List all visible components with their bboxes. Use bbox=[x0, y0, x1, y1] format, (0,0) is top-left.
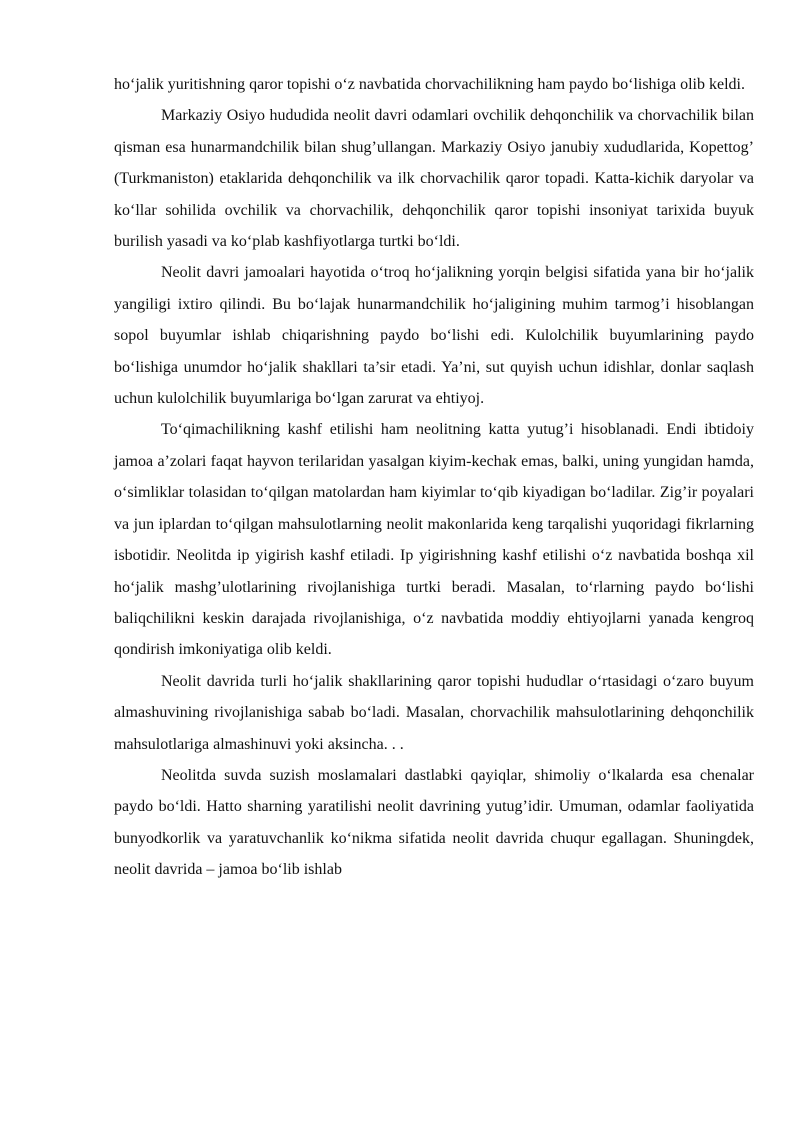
document-page bbox=[114, 69, 754, 886]
paragraph-weaving: To‘qimachilikning kashf etilishi ham neolitning katta yutug’i hisoblanadi. Endi ibtidoiy jamoa a’zolari faqat hayvon terilaridan yasalgan kiyim-kechak emas, balki, uning yungidan hamda, o‘simliklar tolasidan to‘qilgan matolardan ham kiyimlar to‘qib kiyadigan bo‘ladilar. Zig’ir poyalari va jun iplardan to‘qilgan mahsulotlarning neolit makonlarida keng tarqalishi yuqoridagi fikrlarning isbotidir. Neolitda ip yigirish kashf etiladi. Ip yigirishning kashf etilishi o‘z navbatida boshqa xil ho‘jalik mashg’ulotlarining rivojlanishiga turtki beradi. Masalan, to‘rlarning paydo bo‘lishi baliqchilikni keskin darajada rivojlanishiga, o‘z navbatida moddiy ehtiyojlarni yanada kengroq qondirish imkoniyatiga olib keldi. bbox=[114, 421, 754, 659]
paragraph-boats: Neolitda suvda suzish moslamalari dastlabki qayiqlar, shimoliy o‘lkalarda esa chenalar paydo bo‘ldi. Hatto sharning yaratilishi neolit davrining yutug’idir. Umuman, odamlar faoliyatida bunyodkorlik va yaratuvchanlik ko‘nikma sifatida neolit davrida chuqur egallagan. Shuningdek, neolit davrida – jamoa bo‘lib ishlab bbox=[114, 766, 754, 879]
paragraph-pottery: Neolit davri jamoalari hayotida o‘troq ho‘jalikning yorqin belgisi sifatida yana bir ho‘jalik yangiligi ixtiro qilindi. Bu bo‘lajak hunarmandchilik ho‘jaligining muhim tarmog’i hisoblangan sopol buyumlar ishlab chiqarishning paydo bo‘lishi edi. Kulolchilik buyumlarining paydo bo‘lishiga unumdor ho‘jalik shakllari ta’sir etadi. Ya’ni, sut quyish uchun idishlar, donlar saqlash uchun kulolchilik buyumlariga bo‘lgan zarurat va ehtiyoj. bbox=[114, 264, 754, 408]
paragraph-continuation: ho‘jalik yuritishning qaror topishi o‘z navbatida chorvachilikning ham paydo bo‘lishiga olib keldi. bbox=[114, 76, 745, 93]
paragraph-exchange: Neolit davrida turli ho‘jalik shakllarining qaror topishi hududlar o‘rtasidagi o‘zaro buyum almashuvining rivojlanishiga sabab bo‘ladi. Masalan, chorvachilik mahsulotlarining dehqonchilik mahsulotlariga almashinuvi yoki aksincha. . . bbox=[114, 672, 754, 753]
paragraph-central-asia-neolithic: Markaziy Osiyo hududida neolit davri odamlari ovchilik dehqonchilik va chorvachilik bilan qisman esa hunarmandchilik bilan shug’ullangan. Markaziy Osiyo janubiy xududlarida, Kopettog’ (Turkmaniston) etaklarida dehqonchilik va ilk chorvachilik qaror topadi. Katta-kichik daryolar va ko‘llar sohilida ovchilik va chorvachilik, dehqonchilik qaror topishi insoniyat tarixida buyuk burilish yasadi va ko‘plab kashfiyotlarga turtki bo‘ldi. bbox=[114, 107, 754, 251]
